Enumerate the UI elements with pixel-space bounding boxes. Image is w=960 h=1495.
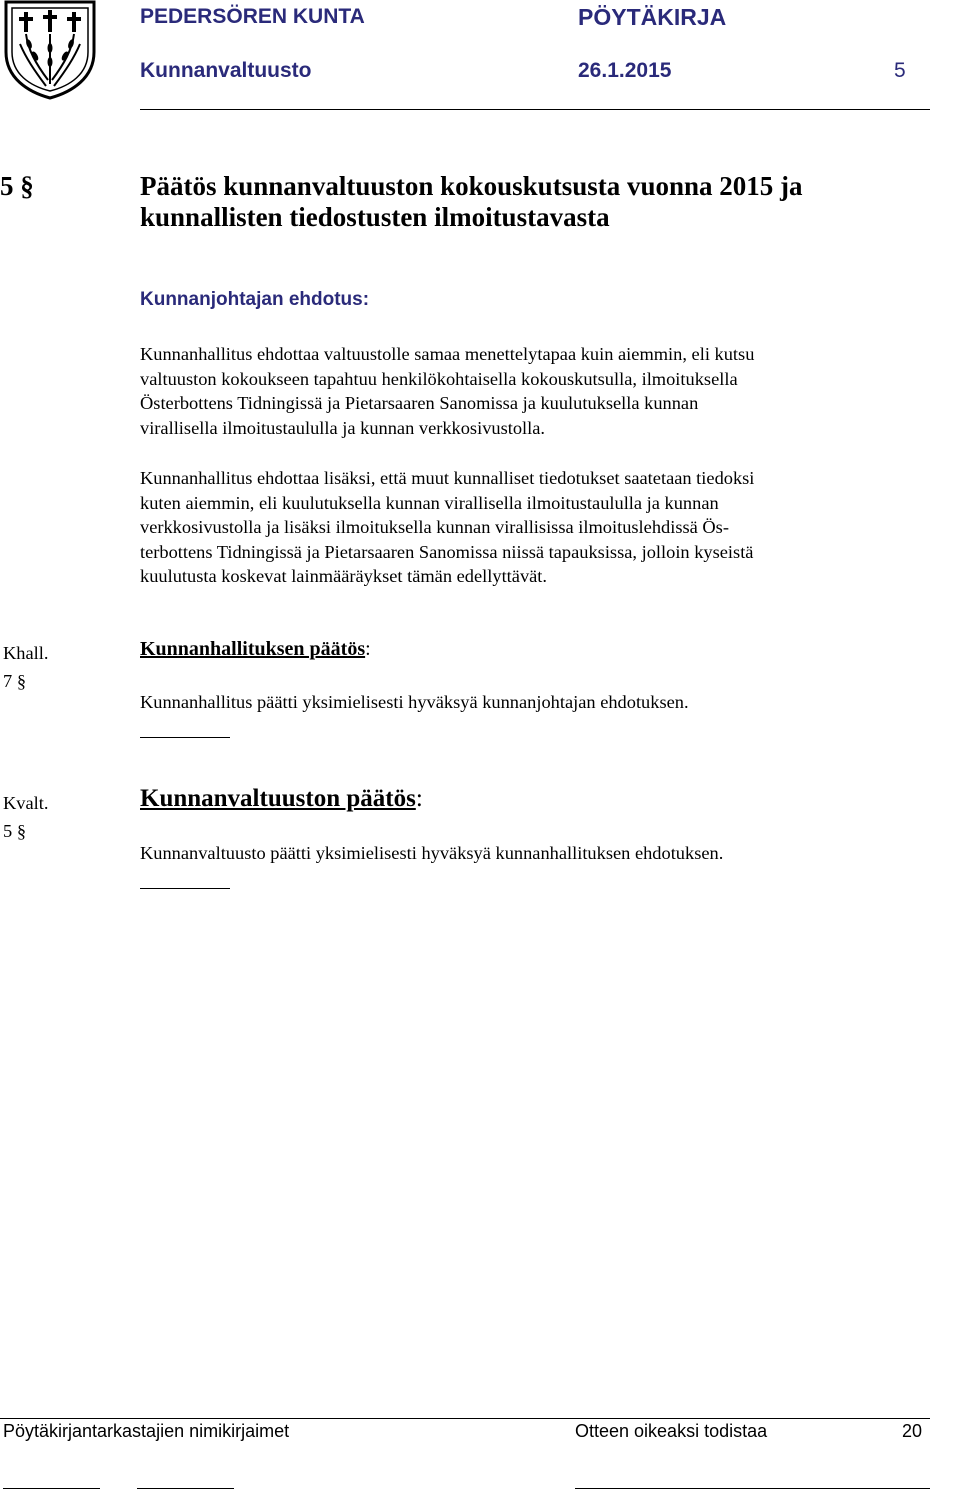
signature-line-1 xyxy=(3,1488,100,1489)
paragraph-line: kuulutusta koskevat lainmääräykset tämän edellyttävät. xyxy=(140,566,548,586)
header-rule xyxy=(140,109,930,110)
khall-symbol: § xyxy=(16,671,27,691)
kvalt-decision-text: Kunnanvaltuusto päätti yksimielisesti hyväksyä kunnanhallituksen ehdotuksen. xyxy=(140,843,724,863)
paragraph-line: valtuuston kokoukseen tapahtuu henkilökohtaisella kokouskutsulla, ilmoituksella xyxy=(140,368,738,389)
khall-heading xyxy=(140,638,371,661)
khall-heading-colon: : xyxy=(365,638,371,660)
signature-line-3 xyxy=(575,1488,930,1489)
kvalt-separator xyxy=(140,888,230,889)
header-org: PEDERSÖREN KUNTA xyxy=(140,5,365,28)
proposal-heading: Kunnanjohtajan ehdotus: xyxy=(140,289,370,310)
page-title xyxy=(140,171,803,233)
header-date: 26.1.2015 xyxy=(578,59,672,82)
paragraph-line: kuten aiemmin, eli kuulutuksella kunnan virallisella ilmoitustaululla ja kunnan xyxy=(140,492,719,513)
signature-line-2 xyxy=(137,1488,234,1489)
footer-initials-label: Pöytäkirjantarkastajien nimikirjaimet xyxy=(3,1421,290,1441)
section-number-value: 5 xyxy=(0,171,14,201)
coat-of-arms-logo xyxy=(2,0,98,100)
paragraph-line: Kunnanhallitus ehdottaa valtuustolle samaa menettelytapaa kuin aiemmin, eli kutsu xyxy=(140,344,755,364)
kvalt-symbol: § xyxy=(16,821,27,841)
paragraph-line: virallisella ilmoitustaululla ja kunnan verkkosivustolla. xyxy=(140,417,546,438)
paragraph-line: verkkosivustolla ja lisäksi ilmoituksella kunnan virallisissa ilmoituslehdissä Ös- xyxy=(140,517,729,537)
khall-reference xyxy=(3,639,48,695)
section-symbol: § xyxy=(20,171,34,201)
khall-separator xyxy=(140,737,230,738)
khall-heading-text: Kunnanhallituksen päätös xyxy=(140,638,366,660)
kvalt-heading xyxy=(140,785,423,813)
kvalt-reference xyxy=(3,789,48,845)
kvalt-number: 5 xyxy=(3,821,13,841)
kvalt-heading-text: Kunnanvaltuuston päätös xyxy=(140,785,416,812)
title-line-2: kunnallisten tiedostusten ilmoitustavasta xyxy=(140,202,610,232)
proposal-paragraph-2 xyxy=(140,466,754,589)
section-number xyxy=(0,171,34,202)
paragraph-line: Österbottens Tidningissä ja Pietarsaaren Sanomissa ja kuulutuksella kunnan xyxy=(140,393,699,413)
khall-label: Khall. xyxy=(3,643,49,663)
paragraph-line: Kunnanhallitus ehdottaa lisäksi, että muut kunnalliset tiedotukset saatetaan tiedoksi xyxy=(140,468,755,488)
title-line-1: Päätös kunnanvaltuuston kokouskutsusta vuonna 2015 ja xyxy=(140,171,803,201)
footer-certified-label: Otteen oikeaksi todistaa xyxy=(575,1421,768,1441)
header-doc-type: PÖYTÄKIRJA xyxy=(578,4,727,30)
header-body-name: Kunnanvaltuusto xyxy=(140,59,312,82)
khall-decision-text: Kunnanhallitus päätti yksimielisesti hyväksyä kunnanjohtajan ehdotuksen. xyxy=(140,692,689,712)
coat-of-arms-icon xyxy=(2,0,98,100)
kvalt-label: Kvalt. xyxy=(3,793,49,813)
paragraph-line: terbottens Tidningissä ja Pietarsaaren Sanomissa niissä tapauksissa, jolloin kyseistä xyxy=(140,541,754,562)
kvalt-heading-colon: : xyxy=(415,785,423,812)
footer-page-number: 20 xyxy=(902,1421,923,1441)
proposal-paragraph-1 xyxy=(140,342,754,440)
footer-rule xyxy=(0,1418,930,1419)
header-page-number: 5 xyxy=(894,59,906,82)
khall-number: 7 xyxy=(3,671,13,691)
